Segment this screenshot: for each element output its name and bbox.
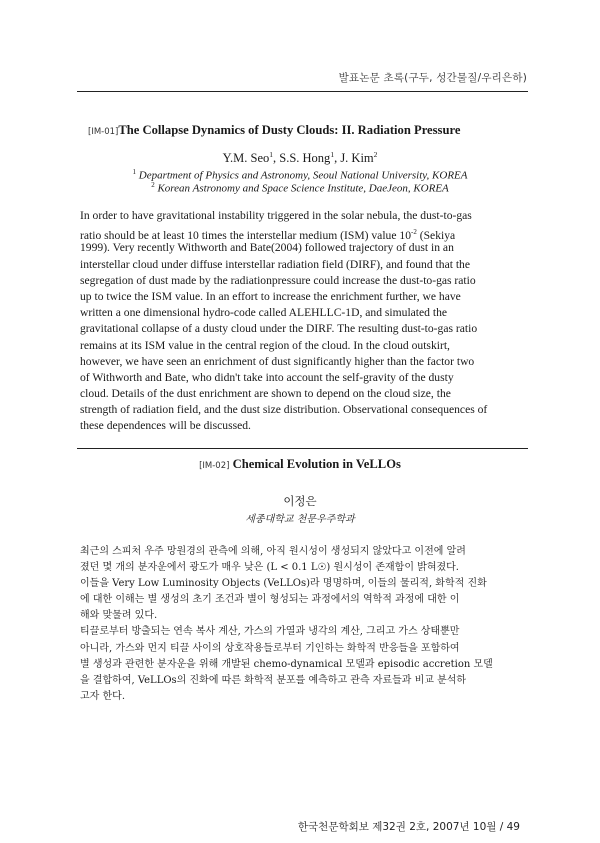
paper1-title — [88, 123, 518, 138]
abstract-line: written a one dimensional hydro-code called ALEHLLC-1D, and simulated the — [80, 306, 448, 320]
abstract-line: strength of radiation field, and the dust size distribution. Observational consequences of — [80, 403, 488, 417]
section-divider — [77, 448, 528, 449]
abstract-line: however, we have seen an enrichment of dust significantly higher than the factor two — [80, 354, 475, 368]
affiliation-text: Department of Physics and Astronomy, Seoul National University, KOREA — [138, 169, 468, 182]
paper2-code: [IM-02] — [199, 461, 230, 471]
abstract-line: 고자 한다. — [80, 690, 125, 702]
abstract-line: 을 결합하여, VeLLOs의 진화에 따른 화학적 분포를 예측하고 관측 자료들과 비교 분석하 — [80, 674, 467, 686]
abstract-line: cloud. Details of the dust enrichment are shown to depend on the cloud size, the — [80, 387, 451, 401]
abstract-line: 아니라, 가스와 먼지 티끌 사이의 상호작용들로부터 기인하는 화학적 반응들을 포함하여 — [80, 642, 460, 654]
author-sup: 1 — [269, 150, 273, 159]
paper2-abstract — [80, 544, 526, 705]
section-header: 발표논문 초록(구두, 성간물질/우리은하) — [338, 72, 527, 84]
abstract-line: 최근의 스피처 우주 망원경의 관측에 의해, 아직 원시성이 생성되지 않았다고 이전에 알려 — [80, 546, 466, 557]
paper2-author: 이정은 — [283, 494, 317, 508]
paper1-abstract — [80, 208, 526, 435]
abstract-line: 별 생성과 관련한 분자운을 위해 개발된 chemo-dynamical 모델과 episodic accretion 모델 — [80, 658, 493, 670]
abstract-exponent: -2 — [411, 228, 417, 237]
paper1-affiliation-1 — [0, 168, 600, 182]
abstract-line: 에 대한 이해는 별 생성의 초기 조건과 별이 형성되는 과정에서의 역학적 과정에 대한 이 — [80, 594, 460, 606]
author-sup: 2 — [373, 150, 378, 159]
affiliation-text: Korean Astronomy and Space Science Institute, DaeJeon, KOREA — [157, 182, 449, 195]
abstract-line: gravitational collapse of a dusty cloud under the DIRF. The resulting dust-to-gas ratio — [80, 322, 478, 336]
abstract-line: In order to have gravitational instability triggered in the solar nebula, the dust-to-gas — [80, 209, 472, 222]
author-name: J. Kim — [340, 151, 374, 166]
abstract-line: up to twice the ISM value. In an effort to increase the enrichment further, we have — [80, 289, 461, 303]
abstract-line — [80, 224, 526, 243]
paper1-affiliation-2 — [0, 181, 600, 195]
abstract-line-text: ratio should be at least 10 times the interstellar medium (ISM) value 10 — [80, 229, 411, 243]
abstract-line: segregation of dust made by the radiationpressure could increase the dust-to-gas ratio — [80, 273, 476, 287]
abstract-line: of Withworth and Bate, who didn't take into account the self-gravity of the dusty — [80, 370, 454, 384]
abstract-line: these dependences will be discussed. — [80, 419, 251, 433]
paper1-authors: Y.M. Seo$^1$, S.S. Hong$^1$, J. Kim$^2$ — [222, 150, 378, 166]
abstract-line: 졌던 몇 개의 분자운에서 광도가 매우 낮은 (L < 0.1 L☉) 원시성이 존재함이 밝혀졌다. — [80, 562, 459, 574]
affiliation-sup: 1 — [132, 168, 136, 176]
abstract-line: 해와 맞물려 있다. — [80, 610, 158, 622]
paper2-title — [0, 457, 600, 472]
author-name: Y.M. Seo — [222, 151, 270, 166]
abstract-line: remains at its ISM value in the central region of the cloud. In the cloud outskirt, — [80, 338, 450, 352]
page-footer: 한국천문학회보 제32권 2호, 2007년 10월 / 49 — [297, 821, 520, 833]
abstract-line: interstellar cloud under diffuse interstellar radiation field (DIRF), and found that the — [80, 257, 470, 271]
abstract-line: 티끌로부터 방출되는 연속 복사 계산, 가스의 가열과 냉각의 계산, 그리고 가스 상태뿐만 — [80, 626, 460, 638]
paper2-title-text: Chemical Evolution in VeLLOs — [232, 457, 401, 471]
author-name: S.S. Hong — [279, 151, 331, 166]
affiliation-sup: 2 — [151, 181, 155, 189]
abstract-line-suffix: (Sekiya — [416, 229, 456, 243]
paper1-title-text: The Collapse Dynamics of Dusty Clouds: II. Radiation Pressure — [118, 123, 461, 137]
abstract-line: 1999). Very recently Withworth and Bate(2004) followed trajectory of dust in an — [80, 241, 454, 255]
paper1-code: [IM-01] — [88, 127, 119, 137]
header-rule — [77, 91, 528, 92]
abstract-line: 이들을 Very Low Luminosity Objects (VeLLOs)라 명명하며, 이들의 물리적, 화학적 진화 — [80, 578, 487, 590]
paper2-affiliation: 세종대학교 천문우주학과 — [245, 514, 355, 525]
author-sup: 1 — [330, 150, 335, 159]
